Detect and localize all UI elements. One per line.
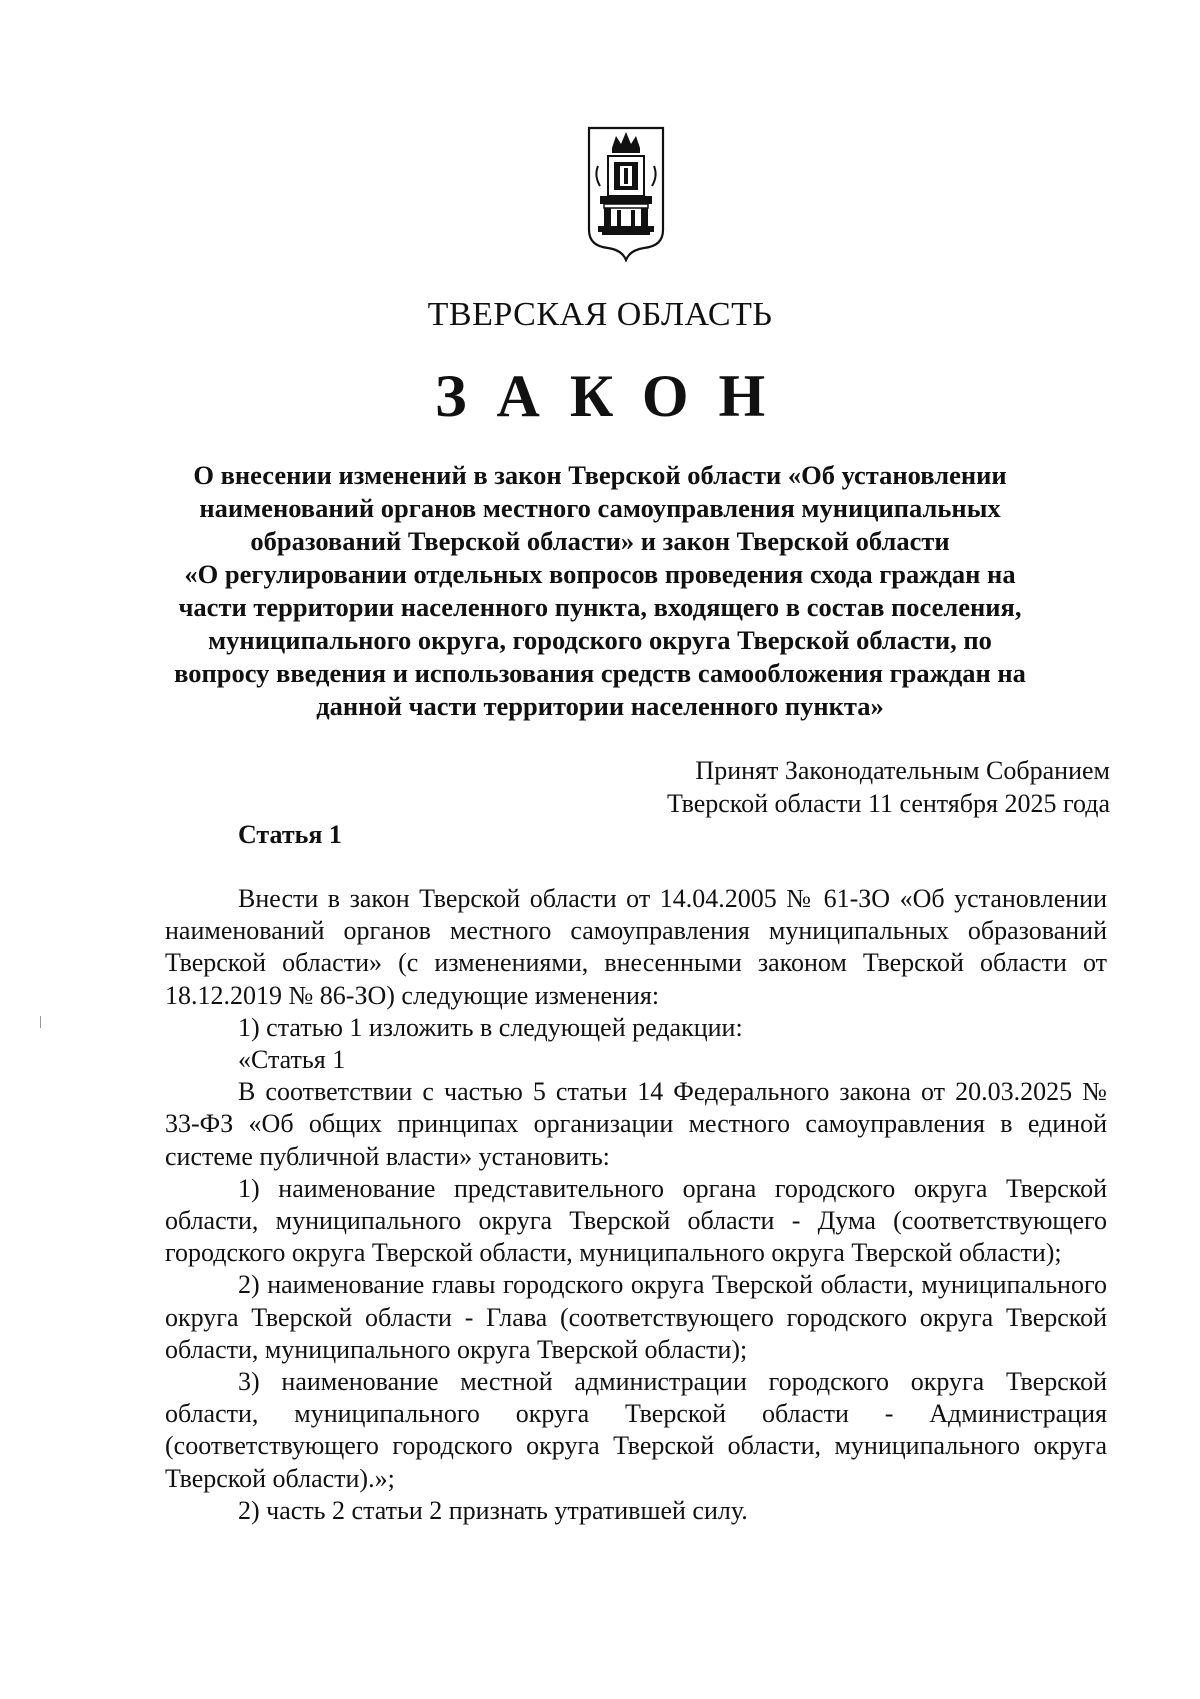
adoption-note	[667, 754, 1110, 820]
title-line: О внесении изменений в закон Тверской области «Об установлении	[193, 460, 1007, 490]
paragraph: 2) часть 2 статьи 2 признать утратившей силу.	[238, 1495, 748, 1525]
article-heading: Статья 1	[238, 820, 342, 849]
paragraph: В соответствии с частью 5 статьи 14 Федерального закона от 20.03.2025 № 33-ФЗ «Об общих принципах организации местного самоуправления в единой системе публичной власти» установить:	[165, 1077, 1107, 1171]
adoption-line: Тверской области 11 сентября 2025 года	[667, 789, 1110, 818]
title-line: муниципального округа, городского округа Тверской области, по	[208, 625, 992, 655]
article-body	[165, 883, 1107, 1527]
paragraph: 2) наименование главы городского округа Тверской области, муниципального округа Тверской области - Глава (соответствующего городского округа Тверской области, муниципального округа Тверской области);	[165, 1270, 1107, 1364]
adoption-line: Принят Законодательным Собранием	[695, 756, 1110, 785]
document-type: ЗАКОН	[434, 363, 796, 429]
region-name: ТВЕРСКАЯ ОБЛАСТЬ	[427, 296, 773, 333]
title-line: части территории населенного пункта, входящего в состав поселения,	[178, 592, 1022, 622]
paragraph: «Статья 1	[238, 1045, 346, 1075]
title-line: «О регулировании отдельных вопросов проведения схода граждан на	[184, 559, 1016, 589]
paragraph: 1) наименование представительного органа городского округа Тверской области, муниципального округа Тверской области - Дума (соответствующего городского округа Тверской области, муниципального округа Тверской области);	[165, 1173, 1107, 1268]
tver-coat-of-arms-icon	[586, 126, 666, 262]
law-title	[150, 459, 1050, 723]
paragraph: 1) статью 1 изложить в следующей редакции:	[238, 1012, 743, 1042]
scan-artifact	[40, 1016, 41, 1028]
title-line: данной части территории населенного пункта»	[316, 691, 884, 721]
title-line: наименований органов местного самоуправления муниципальных	[199, 493, 1001, 523]
title-line: образований Тверской области» и закон Тверской области	[250, 526, 950, 556]
paragraph: 3) наименование местной администрации городского округа Тверской области, муниципального округа Тверской области - Администрация (соответствующего городского округа Тверской области, муниципального округа Тверской области).»;	[165, 1367, 1107, 1493]
title-line: вопросу введения и использования средств самообложения граждан на	[174, 658, 1026, 688]
paragraph: Внести в закон Тверской области от 14.04.2005 № 61-ЗО «Об установлении наименований органов местного самоуправления муниципальных образований Тверской области» (с изменениями, внесенными законом Тверской области от 18.12.2019 № 86-ЗО) следующие изменения:	[165, 884, 1107, 1010]
